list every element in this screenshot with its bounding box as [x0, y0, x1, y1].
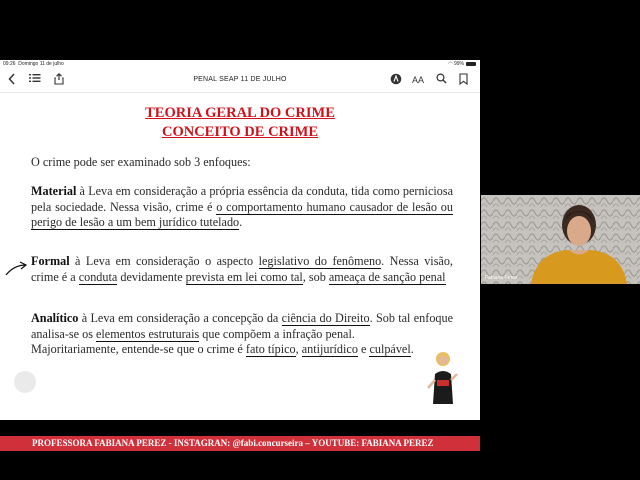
slide-subtitle: CONCEITO DE CRIME: [161, 124, 319, 140]
formal-text-b: . Nessa visão, crime é a: [31, 254, 453, 284]
formal-underlined-1: legislativo do fenômeno: [258, 254, 382, 268]
analitico-text-f: e: [357, 342, 370, 356]
reader-toolbar: [0, 68, 480, 93]
analitico-text-b: . Sob tal enfoque analisa-se os: [31, 311, 454, 341]
term-analitico: Analítico: [31, 311, 79, 325]
paragraph-analitico: [31, 311, 453, 358]
handwritten-arrow-icon: [4, 261, 28, 277]
analitico-text-c: que compõem a infração penal.: [199, 326, 355, 341]
bookmark-icon[interactable]: [457, 73, 469, 87]
formal-text-c: devidamente: [117, 269, 186, 284]
battery-percent: 99%: [453, 61, 464, 67]
paragraph-formal: [31, 254, 453, 285]
material-underlined: o comportamento humano causador de lesão ou perigo de lesão a um bem jurídico tutelado: [31, 199, 453, 229]
analitico-text-g: .: [410, 342, 414, 356]
analitico-underlined-2: elementos estruturais: [95, 326, 200, 341]
formal-text-a: à Leva em consideração o aspecto: [69, 254, 259, 268]
analitico-text-a: à Leva em consideração a concepção da: [78, 311, 282, 325]
assistive-touch-button[interactable]: [14, 371, 36, 393]
status-bar: [0, 60, 480, 68]
presenter-figure-icon: [425, 350, 461, 404]
intro-text: O crime pode ser examinado sob 3 enfoques:: [31, 155, 251, 169]
footer-credits: PROFESSORA FABIANA PEREZ - INSTAGRAN: @fabi.concurseira – YOUTUBE: FABIANA PEREZ: [32, 438, 434, 448]
status-time: 09:26: [3, 61, 16, 67]
term-formal: Formal: [31, 254, 70, 268]
analitico-underlined-4: antijurídico: [301, 342, 358, 356]
search-icon[interactable]: [434, 73, 448, 87]
formal-underlined-4: ameaça de sanção penal: [328, 269, 446, 284]
footer-bar: [0, 436, 480, 451]
formal-underlined-3: prevista em lei como tal: [185, 269, 303, 284]
formal-text-d: , sob: [302, 269, 329, 284]
text-size-button[interactable]: AA: [411, 75, 424, 85]
slide-title: TEORIA GERAL DO CRIME: [145, 105, 335, 121]
material-text: à Leva em consideração a própria essência da conduta, tida como perniciosa pela sociedade. Nessa visão, crime é: [31, 184, 453, 214]
term-material: Material: [31, 184, 77, 198]
analitico-underlined-3: fato típico: [245, 342, 296, 356]
document-title: PENAL SEAP 11 DE JULHO: [193, 76, 287, 83]
formal-underlined-2: conduta: [78, 269, 118, 284]
ipad-screen: [0, 60, 480, 448]
markup-icon[interactable]: [389, 73, 403, 87]
analitico-text-d: Majoritariamente, entende-se que o crime é: [31, 342, 246, 356]
analitico-underlined-1: ciência do Direito: [281, 311, 370, 325]
pdf-page: [0, 93, 480, 448]
analitico-underlined-5: culpável: [369, 342, 411, 356]
wifi-icon: ◠: [448, 61, 453, 67]
paragraph-material: [31, 184, 453, 231]
analitico-text-e: ,: [295, 342, 302, 356]
status-date: Domingo 11 de julho: [18, 61, 64, 67]
webcam-name-label: Fabiana Perez: [485, 275, 518, 281]
webcam-person-image: [481, 195, 640, 284]
webcam-video: [481, 195, 640, 284]
battery-icon: [466, 62, 476, 66]
material-end: .: [239, 215, 243, 229]
